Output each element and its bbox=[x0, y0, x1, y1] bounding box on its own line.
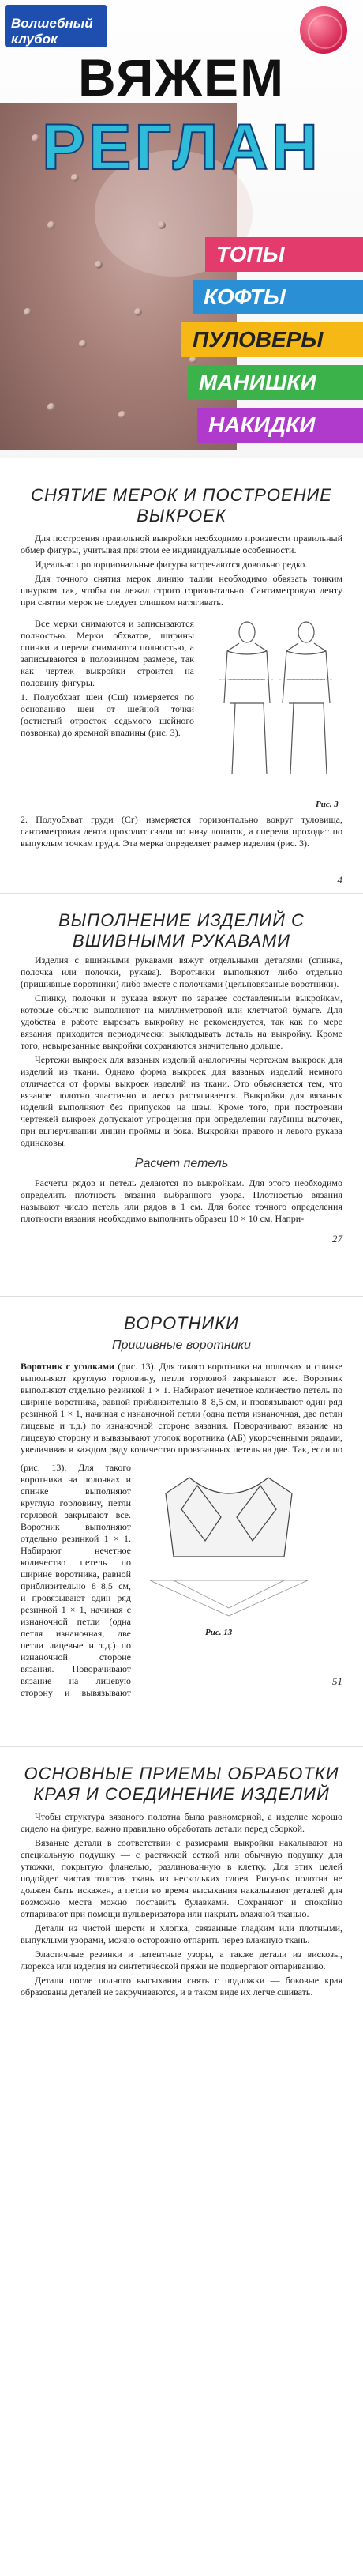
bobble bbox=[47, 221, 55, 229]
figure-caption: Рис. 3 bbox=[316, 800, 339, 809]
brand-logo bbox=[5, 5, 107, 47]
term: Воротник с уголками bbox=[21, 1361, 114, 1372]
paragraph: Эластичные резинки и патентные узоры, а также детали из вискозы, люрекса или изделия из синтетической пряжи не подвергают отпариванию. bbox=[21, 1949, 342, 1972]
paragraph: Детали из чистой шерсти и хлопка, связанные гладким или плотными, выпуклыми узорами, можно осторожно отпарить через влажную ткань. bbox=[21, 1923, 342, 1945]
section-title: СНЯТИЕ МЕРОК И ПОСТРОЕНИЕ ВЫКРОЕК bbox=[31, 485, 332, 525]
paragraph: Чтобы структура вязаного полотна была равномерной, а изделие хорошо сидело на фигуре, важно правильно обработать детали перед сборкой. bbox=[21, 1811, 342, 1834]
section-body bbox=[21, 1811, 342, 2001]
bobble bbox=[95, 261, 103, 269]
section-edge-finishing bbox=[0, 1754, 363, 2228]
tag-cardigans: КОФТЫ bbox=[193, 280, 363, 314]
section-title: ВОРОТНИКИ bbox=[124, 1313, 239, 1333]
section-body-top bbox=[21, 1361, 342, 1456]
paragraph bbox=[21, 1361, 342, 1456]
collar-figure-illustration bbox=[134, 1462, 324, 1628]
paragraph: Для точного снятия мерок линию талии необходимо обвязать тонким шнурком так, чтобы он лежал строго горизонтально. Сантиметровую ленту при снятии мерок не следует слишком натягивать. bbox=[21, 573, 342, 608]
paragraph-text: (рис. 13). Для такого воротника на полочках и спинке выполняют круглую горловину, петли горловой закрывают все. Воротник выполняют отдельно резинкой 1 × 1. Набирают нечетное количество петель по ширине воротника, равной приблизительно 8–8,5 см, и провязывают один ряд резинкой 1 × 1, начиная с изнаночной петли (одна петля изнаночная, две петли лицевые и т.д.) по изнаночной стороне вязания. Поворачивают вязание на лицевую сторону и вывязывают уголок воротника (АБ) укороченными рядами, увеличивая в каждом ряду количество провязанных петель на две. Так, если по bbox=[21, 1361, 342, 1455]
paragraph: Детали после полного высыхания снять с подложки — боковые края образованы деталей не закручиваются, и в таком виде их легче сшивать. bbox=[21, 1975, 342, 1998]
cover-title-line2: РЕГЛАН bbox=[42, 111, 321, 183]
list-item: 1. Полуобхват шеи (Сш) измеряется по основанию шеи от шейной точки (остистый отросток седьмого шейного позвонка) до яремной впадины (рис. 3). bbox=[21, 691, 194, 738]
paragraph: Изделия с вшивными рукавами вяжут отдельными деталями (спинка, полочка или полочки, рукава). Воротники выполняют либо отдельно (пришивные воротники) либо вместе с полочками (цельновязаные воротники). bbox=[21, 955, 342, 989]
cover bbox=[0, 0, 363, 458]
subsection-title: Пришивные воротники bbox=[111, 1339, 252, 1352]
tag-pullovers: ПУЛОВЕРЫ bbox=[182, 322, 363, 357]
paragraph: Вязаные детали в соответствии с размерами выкройки накалывают на специальную подушку — с растяжкой сеткой или обычную подушку для утюжки, покрытую фланелью, разлинованную в клетку. Для этих целей подойдет чистая толстая ткань из нескольких слоев. Рисунок полотна не должен быть искажен, а петли во время высыхания накалывают деталей для возможно места можно поставить булавками. Сохраняют и спокойно отпаривают при помощи пульверизатора или накрыть влажной тканью. bbox=[21, 1837, 342, 1919]
brand-name: Волшебный клубок bbox=[11, 16, 93, 47]
paragraph-continued: (рис. 13). Для такого воротника на полочках и спинке выполняют круглую горловину, петли горловой закрывают все. Воротник выполняют отдельно резинкой 1 × 1. Набирают нечетное количество петель по ширине воротника, равной приблизительно 8–8,5 см, и провязывают один ряд резинкой 1 × 1, начиная с изнаночной петли (одна петля изнаночная, две петли лицевые и т.д.) по изнаночной стороне вязания. Поворачивают вязание на лицевую сторону и вывязывают bbox=[21, 1462, 131, 1698]
section-body-2 bbox=[21, 1177, 342, 1227]
divider bbox=[0, 1296, 363, 1297]
paragraph: Чертежи выкроек для вязаных изделий аналогичны чертежам выкроек для изделий из ткани. Однако форма выкроек для вязаных изделий немного отличается от формы выкроек изделий из ткани. Это объясняется тем, что вязаное полотно эластично и легко растягивается. Выкройки для вязаных изделий выполняют без припусков на швы. Кроме того, при построении чертежей выкроек допускают упрощения при определении глубины выточек, при вычерчивании линии проймы и бока. Выкройки правого и левого рукава одинаковы. bbox=[21, 1054, 342, 1148]
cover-title-line1: ВЯЖЕМ bbox=[77, 48, 286, 107]
page-number: 4 bbox=[337, 874, 342, 886]
paragraph: Спинку, полочки и рукава вяжут по заранее составленным выкройкам, которые обычно выполняют на миллиметровой или клетчатой бумаге. Для удобства в работе вырезать выкройку не рекомендуется, так как по мере вязания приходится периодически выкладывать деталь на выкройку. Кроме того, невырезанные выкройки сохраняются значительно дольше. bbox=[21, 992, 342, 1051]
divider bbox=[0, 1746, 363, 1747]
section-set-in-sleeves bbox=[0, 901, 363, 1296]
tag-capes: НАКИДКИ bbox=[197, 408, 363, 443]
section-body-bottom bbox=[21, 814, 342, 852]
subsection-title: Расчет петель bbox=[134, 1157, 229, 1170]
bobble bbox=[47, 403, 55, 411]
paragraph: Все мерки снимаются и записываются полностью. Мерки обхватов, ширины спинки и переда снимаются полностью, а записываются в половинном размере, так как чертеж выкройки строится на половину фигуры. bbox=[21, 618, 194, 688]
bobble bbox=[79, 340, 87, 348]
paragraph: Расчеты рядов и петель делаются по выкройкам. Для этого необходимо определить плотность вязания выбранного узора. Плотностью вязания называют число петель или рядов в 1 см. Для более точного определения плотности вязания необходимо выполнить образец 10 × 10 см. Напри- bbox=[21, 1177, 342, 1224]
bobble bbox=[158, 221, 166, 229]
section-title: ОСНОВНЫЕ ПРИЕМЫ ОБРАБОТКИ КРАЯ И СОЕДИНЕНИЕ ИЗДЕЛИЙ bbox=[24, 1764, 339, 1804]
section-body-left bbox=[21, 1462, 131, 1699]
section-body-left bbox=[21, 618, 194, 741]
section-body bbox=[21, 533, 342, 611]
cover-tags bbox=[174, 237, 363, 450]
paragraph: Идеально пропорциональные фигуры встречаются довольно редко. bbox=[35, 559, 308, 570]
yarn-ball-icon bbox=[300, 6, 347, 54]
page-number: 51 bbox=[332, 1675, 342, 1687]
bobble bbox=[24, 308, 32, 316]
tag-dickeys: МАНИШКИ bbox=[188, 365, 363, 400]
section-body bbox=[21, 955, 342, 1151]
figure-caption: Рис. 13 bbox=[205, 1628, 233, 1637]
section-title: ВЫПОЛНЕНИЕ ИЗДЕЛИЙ С ВШИВНЫМИ РУКАВАМИ bbox=[58, 910, 305, 951]
list-item: 2. Полуобхват груди (Сг) измеряется горизонтально вокруг туловища, сантиметровая лента проходит сзади по низу лопаток, а спереди проходит по выпуклым точкам груди. Эта мерка определяет размер изделия (рис. 3). bbox=[21, 814, 342, 849]
divider bbox=[0, 893, 363, 894]
section-collars bbox=[0, 1304, 363, 1746]
page-number: 27 bbox=[332, 1233, 342, 1245]
tag-tops: ТОПЫ bbox=[205, 237, 363, 272]
bobble bbox=[118, 411, 126, 419]
paragraph: Для построения правильной выкройки необходимо произвести правильный обмер фигуры, учитывая при этом ее индивидуальные особенности. bbox=[21, 533, 342, 555]
body-figure-illustration bbox=[204, 616, 346, 806]
bobble bbox=[134, 308, 142, 316]
